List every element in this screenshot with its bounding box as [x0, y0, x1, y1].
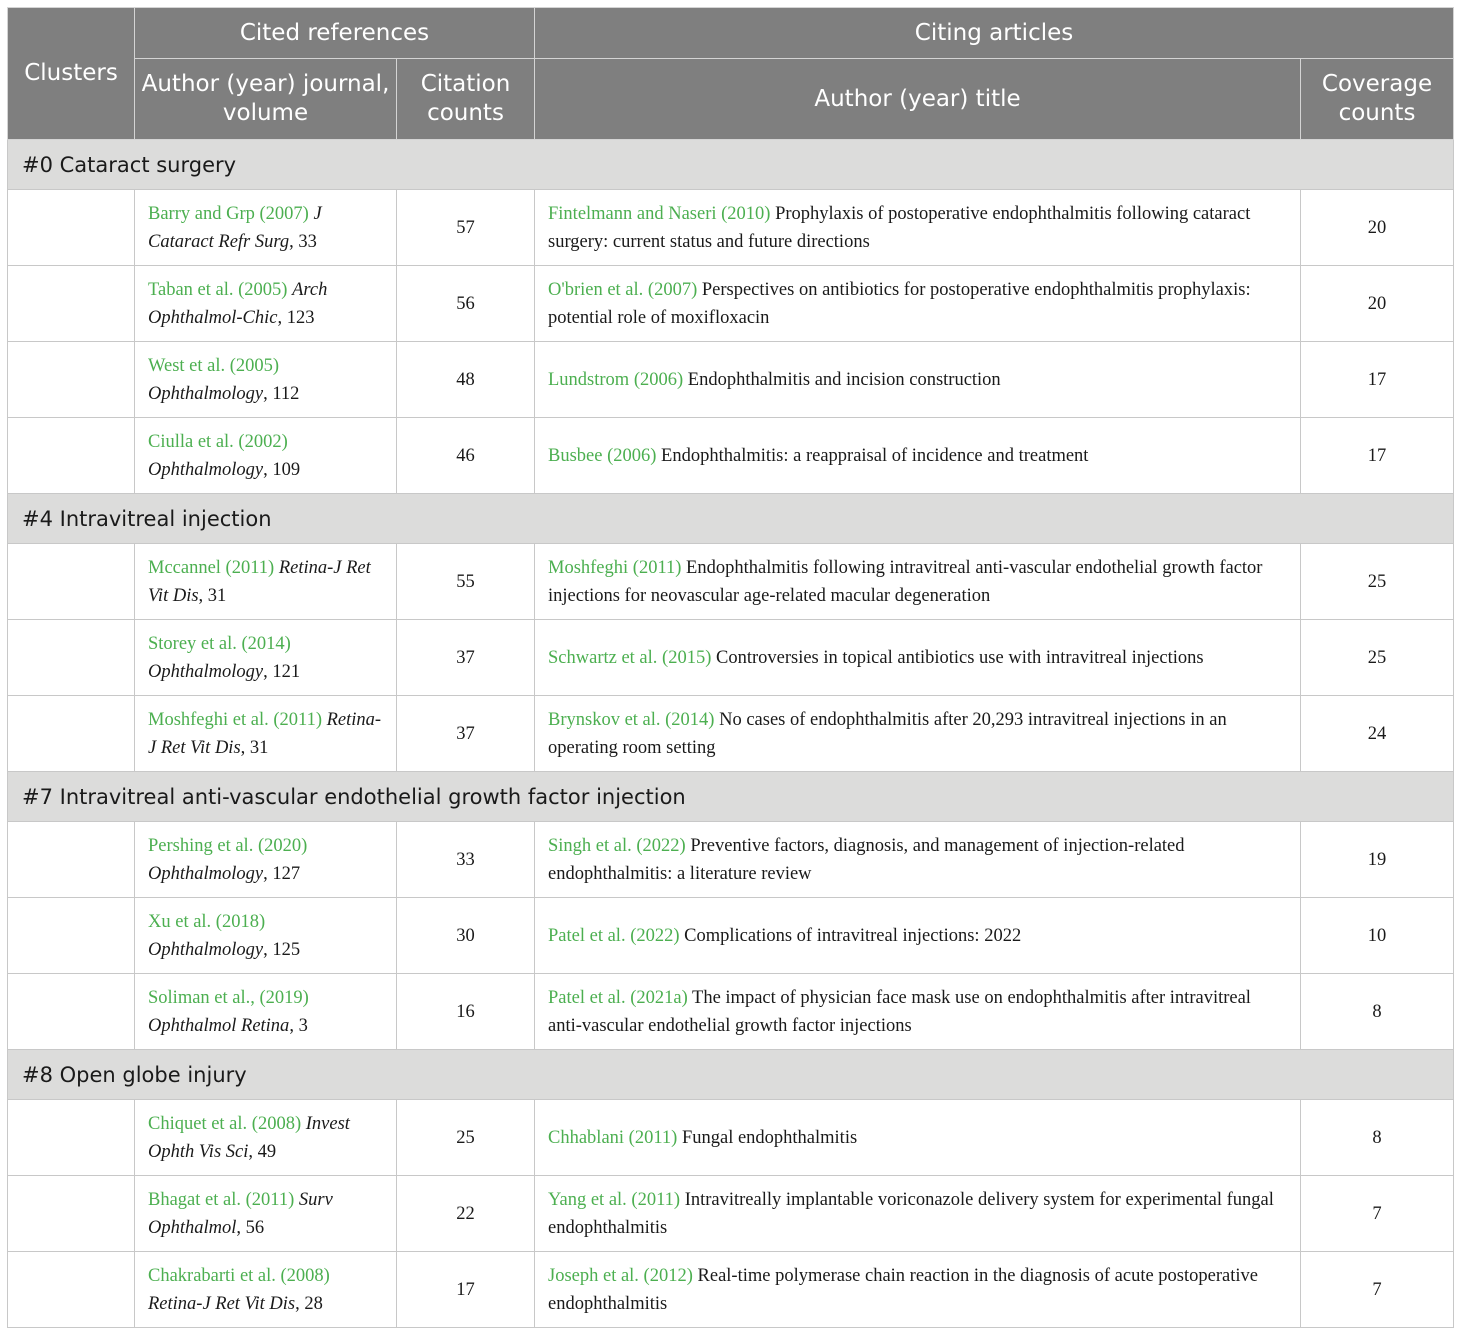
cited-reference-cell — [135, 1252, 397, 1328]
article-author: Brynskov et al. (2014) — [548, 709, 715, 730]
cited-reference-cell — [135, 544, 397, 620]
article-title: Intravitreally implantable voriconazole delivery system for experimental fungal endophthalmitis — [548, 1189, 1274, 1238]
article-author: Patel et al. (2021a) — [548, 987, 688, 1008]
article-title: Controversies in topical antibiotics use with intravitreal injections — [715, 647, 1204, 668]
citing-article-cell — [535, 1100, 1301, 1176]
table-row — [8, 1252, 1454, 1328]
article-title: Fungal endophthalmitis — [681, 1127, 858, 1148]
ref-volume: , 28 — [295, 1293, 323, 1314]
ref-author: Bhagat et al. (2011) — [148, 1189, 295, 1210]
coverage-count: 20 — [1301, 190, 1454, 266]
ref-author: Storey et al. (2014) — [148, 633, 291, 654]
coverage-count: 17 — [1301, 342, 1454, 418]
header-citing-articles: Citing articles — [535, 8, 1454, 59]
ref-journal: Retina-J Ret Vit Dis — [148, 557, 371, 606]
cluster-cell — [8, 822, 135, 898]
article-author: Moshfeghi (2011) — [548, 557, 682, 578]
cited-reference-cell — [135, 1176, 397, 1252]
citation-count: 17 — [397, 1252, 535, 1328]
citation-count: 56 — [397, 266, 535, 342]
citation-count: 16 — [397, 974, 535, 1050]
ref-volume: , 112 — [263, 383, 300, 404]
ref-author: Pershing et al. (2020) — [148, 835, 308, 856]
ref-volume: , 31 — [240, 737, 269, 758]
cited-reference-cell — [135, 418, 397, 494]
citing-article-cell — [535, 898, 1301, 974]
article-author: Fintelmann and Naseri (2010) — [548, 203, 771, 224]
ref-journal: Ophthalmology — [148, 939, 264, 960]
citation-count: 46 — [397, 418, 535, 494]
cluster-cell — [8, 266, 135, 342]
article-title: Preventive factors, diagnosis, and management of injection-related endophthalmitis: a literature review — [548, 835, 1185, 884]
header-author-year-journal: Author (year) journal, volume — [135, 59, 397, 140]
citing-article-cell — [535, 342, 1301, 418]
cluster-title: #8 Open globe injury — [8, 1050, 1454, 1100]
cluster-cell — [8, 342, 135, 418]
citation-count: 55 — [397, 544, 535, 620]
coverage-count: 20 — [1301, 266, 1454, 342]
citing-article-cell — [535, 266, 1301, 342]
table-row — [8, 696, 1454, 772]
cluster-cell — [8, 974, 135, 1050]
coverage-count: 10 — [1301, 898, 1454, 974]
article-title: The impact of physician face mask use on endophthalmitis after intravitreal anti-vascular endothelial growth factor injections — [548, 987, 1251, 1036]
ref-journal: Retina-J Ret Vit Dis — [148, 1293, 296, 1314]
ref-author: Taban et al. (2005) — [148, 279, 288, 300]
cluster-row — [8, 140, 1454, 190]
ref-journal: Ophthalmology — [148, 863, 264, 884]
citation-count: 33 — [397, 822, 535, 898]
coverage-count: 8 — [1301, 974, 1454, 1050]
header-cited-references: Cited references — [135, 8, 535, 59]
cluster-cell — [8, 418, 135, 494]
ref-author: Ciulla et al. (2002) — [148, 431, 288, 452]
coverage-count: 7 — [1301, 1176, 1454, 1252]
ref-volume: , 125 — [263, 939, 301, 960]
article-author: O'brien et al. (2007) — [548, 279, 698, 300]
coverage-count: 24 — [1301, 696, 1454, 772]
citation-count: 57 — [397, 190, 535, 266]
cluster-row — [8, 772, 1454, 822]
table-row — [8, 190, 1454, 266]
ref-journal: Ophthalmol Retina — [148, 1015, 290, 1036]
ref-volume: , 33 — [289, 231, 317, 252]
table-row — [8, 898, 1454, 974]
article-title: Endophthalmitis and incision construction — [687, 369, 1001, 390]
article-author: Patel et al. (2022) — [548, 925, 680, 946]
citation-count: 25 — [397, 1100, 535, 1176]
citation-count: 22 — [397, 1176, 535, 1252]
article-title: Complications of intravitreal injections: 2022 — [684, 925, 1022, 946]
ref-author: Chiquet et al. (2008) — [148, 1113, 302, 1134]
coverage-count: 17 — [1301, 418, 1454, 494]
ref-volume: , 121 — [263, 661, 301, 682]
table-row — [8, 822, 1454, 898]
cluster-title: #7 Intravitreal anti-vascular endothelial growth factor injection — [8, 772, 1454, 822]
article-title: Endophthalmitis: a reappraisal of incidence and treatment — [661, 445, 1089, 466]
cluster-cell — [8, 190, 135, 266]
citation-table — [7, 7, 1454, 1328]
citing-article-cell — [535, 544, 1301, 620]
coverage-count: 8 — [1301, 1100, 1454, 1176]
citing-article-cell — [535, 1252, 1301, 1328]
header-coverage-counts: Coverage counts — [1301, 59, 1454, 140]
cluster-cell — [8, 544, 135, 620]
table-row — [8, 974, 1454, 1050]
cluster-title: #4 Intravitreal injection — [8, 494, 1454, 544]
cited-reference-cell — [135, 190, 397, 266]
header-citation-counts: Citation counts — [397, 59, 535, 140]
ref-author: Barry and Grp (2007) — [148, 203, 309, 224]
citing-article-cell — [535, 1176, 1301, 1252]
table-row — [8, 1176, 1454, 1252]
cluster-cell — [8, 898, 135, 974]
coverage-count: 25 — [1301, 544, 1454, 620]
ref-volume: , 49 — [248, 1141, 277, 1162]
cluster-cell — [8, 1100, 135, 1176]
table-row — [8, 266, 1454, 342]
cited-reference-cell — [135, 898, 397, 974]
cited-reference-cell — [135, 696, 397, 772]
ref-volume: , 56 — [236, 1217, 265, 1238]
ref-volume: , 109 — [263, 459, 301, 480]
cited-reference-cell — [135, 974, 397, 1050]
article-title: Perspectives on antibiotics for postoperative endophthalmitis prophylaxis: potential role of moxifloxacin — [548, 279, 1251, 328]
ref-author: Soliman et al., (2019) — [148, 987, 309, 1008]
ref-journal: Invest Ophth Vis Sci — [148, 1113, 350, 1162]
ref-author: Mccannel (2011) — [148, 557, 275, 578]
article-author: Joseph et al. (2012) — [548, 1265, 693, 1286]
article-title: Real-time polymerase chain reaction in the diagnosis of acute postoperative endophthalmitis — [548, 1265, 1258, 1314]
table-row — [8, 1100, 1454, 1176]
citing-article-cell — [535, 620, 1301, 696]
ref-journal: Ophthalmology — [148, 383, 264, 404]
ref-journal: Ophthalmology — [148, 459, 264, 480]
table-row — [8, 418, 1454, 494]
ref-author: Xu et al. (2018) — [148, 911, 266, 932]
ref-journal: Arch Ophthalmol-Chic — [148, 279, 328, 328]
ref-volume: , 3 — [289, 1015, 308, 1036]
ref-author: Moshfeghi et al. (2011) — [148, 709, 322, 730]
cited-reference-cell — [135, 822, 397, 898]
cited-reference-cell — [135, 342, 397, 418]
coverage-count: 19 — [1301, 822, 1454, 898]
citation-count: 30 — [397, 898, 535, 974]
ref-author: West et al. (2005) — [148, 355, 280, 376]
ref-journal: Surv Ophthalmol — [148, 1189, 333, 1238]
article-author: Yang et al. (2011) — [548, 1189, 681, 1210]
article-title: Endophthalmitis following intravitreal anti-vascular endothelial growth factor injections for neovascular age-related macular degeneration — [548, 557, 1263, 606]
ref-volume: , 127 — [263, 863, 301, 884]
cited-reference-cell — [135, 1100, 397, 1176]
ref-journal: Retina-J Ret Vit Dis — [148, 709, 382, 758]
citing-article-cell — [535, 418, 1301, 494]
citation-count: 37 — [397, 620, 535, 696]
cluster-cell — [8, 696, 135, 772]
citing-article-cell — [535, 190, 1301, 266]
coverage-count: 25 — [1301, 620, 1454, 696]
ref-volume: , 123 — [277, 307, 315, 328]
header-author-year-title: Author (year) title — [535, 59, 1301, 140]
article-author: Singh et al. (2022) — [548, 835, 686, 856]
citation-count: 37 — [397, 696, 535, 772]
cluster-cell — [8, 1252, 135, 1328]
article-title: No cases of endophthalmitis after 20,293 intravitreal injections in an operating room setting — [548, 709, 1227, 758]
article-author: Schwartz et al. (2015) — [548, 647, 712, 668]
cited-reference-cell — [135, 620, 397, 696]
cluster-row — [8, 1050, 1454, 1100]
table-header — [8, 8, 1454, 140]
cluster-cell — [8, 620, 135, 696]
table-row — [8, 620, 1454, 696]
ref-journal: Ophthalmology — [148, 661, 264, 682]
ref-journal: J Cataract Refr Surg — [148, 203, 322, 252]
citation-count: 48 — [397, 342, 535, 418]
article-author: Lundstrom (2006) — [548, 369, 684, 390]
table-row — [8, 342, 1454, 418]
header-clusters: Clusters — [8, 8, 135, 140]
article-author: Chhablani (2011) — [548, 1127, 678, 1148]
citing-article-cell — [535, 974, 1301, 1050]
citing-article-cell — [535, 696, 1301, 772]
coverage-count: 7 — [1301, 1252, 1454, 1328]
cluster-title: #0 Cataract surgery — [8, 140, 1454, 190]
article-title: Prophylaxis of postoperative endophthalmitis following cataract surgery: current status and future directions — [548, 203, 1251, 252]
cluster-row — [8, 494, 1454, 544]
article-author: Busbee (2006) — [548, 445, 657, 466]
ref-volume: , 31 — [198, 585, 227, 606]
table-row — [8, 544, 1454, 620]
cluster-cell — [8, 1176, 135, 1252]
citing-article-cell — [535, 822, 1301, 898]
cited-reference-cell — [135, 266, 397, 342]
table-body — [8, 140, 1454, 1328]
ref-author: Chakrabarti et al. (2008) — [148, 1265, 330, 1286]
